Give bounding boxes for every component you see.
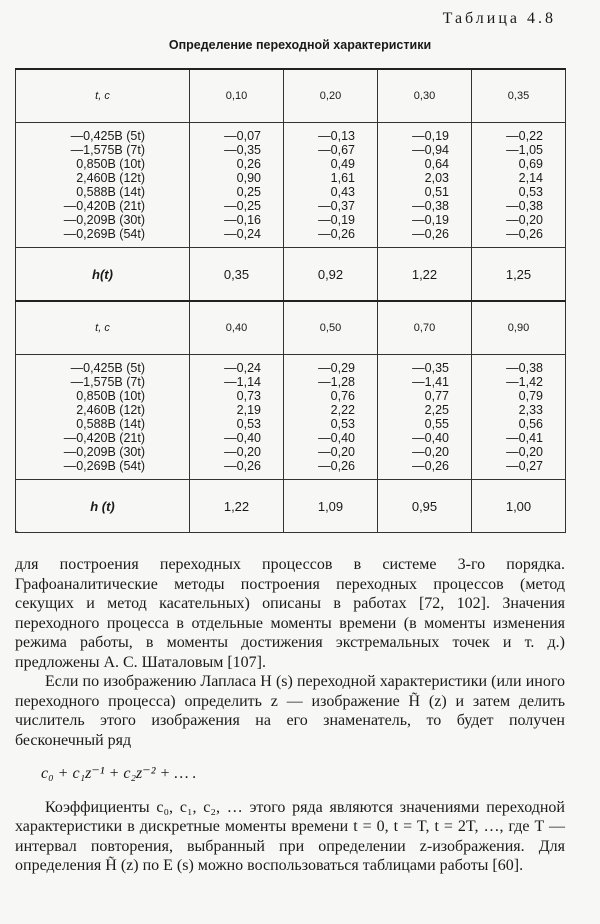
- component-value: 2,33: [518, 403, 543, 417]
- component-label: —0,269B (54t): [63, 227, 145, 241]
- component-value: 0,69: [518, 157, 543, 171]
- paragraph-3: Коэффициенты c₀, c₁, c₂, … этого ряда являются значениями переходной характеристики в дискретные моменты времени t = 0, t = T, t = 2T, …, где T — интервал повторения, выбранный при определении z-изображения. Для определения H̃ (z) по E (s) можно воспользоваться таблицами работы [60].: [15, 798, 565, 874]
- h-value: 0,95: [378, 480, 472, 533]
- component-value: —0,19: [412, 213, 449, 227]
- component-value: 0,76: [330, 389, 355, 403]
- component-value: —0,26: [506, 227, 543, 241]
- component-value: —0,40: [412, 431, 449, 445]
- component-value: 0,26: [236, 157, 261, 171]
- series-formula: c₀ + c₁z⁻¹ + c₂z⁻² + … .: [41, 765, 197, 782]
- component-value: 2,19: [236, 403, 261, 417]
- component-value: —0,40: [224, 431, 261, 445]
- component-values-cell: [190, 355, 284, 480]
- component-value: —0,38: [506, 361, 543, 375]
- component-value: 0,43: [330, 185, 355, 199]
- component-value: —0,37: [318, 199, 355, 213]
- component-value: —0,29: [318, 361, 355, 375]
- component-value: —1,41: [412, 375, 449, 389]
- component-value: 2,14: [518, 171, 543, 185]
- components-row: [16, 355, 566, 480]
- component-values-cell: [284, 123, 378, 248]
- component-values-cell: [472, 123, 566, 248]
- time-value: 0,40: [190, 301, 284, 355]
- component-value: 0,55: [424, 417, 449, 431]
- component-value: 0,64: [424, 157, 449, 171]
- component-label: —0,425B (5t): [70, 361, 145, 375]
- component-value: 2,25: [424, 403, 449, 417]
- h-label: h(t): [16, 248, 190, 302]
- component-value: —0,26: [224, 459, 261, 473]
- component-values: [472, 361, 565, 473]
- component-values-cell: [284, 355, 378, 480]
- h-value: 0,35: [190, 248, 284, 302]
- body-text: [15, 555, 565, 876]
- time-value: 0,70: [378, 301, 472, 355]
- component-values: [284, 361, 377, 473]
- component-values-cell: [378, 355, 472, 480]
- component-values-cell: [378, 123, 472, 248]
- time-value: 0,35: [472, 69, 566, 123]
- component-label: —0,420B (21t): [63, 431, 145, 445]
- time-value: 0,10: [190, 69, 284, 123]
- component-label: 2,460B (12t): [76, 403, 145, 417]
- component-label: —0,209B (30t): [63, 213, 145, 227]
- component-value: 0,53: [236, 417, 261, 431]
- component-values: [190, 361, 283, 473]
- component-label: —1,575B (7t): [70, 375, 145, 389]
- component-label: —0,425B (5t): [70, 129, 145, 143]
- component-value: 0,90: [236, 171, 261, 185]
- time-label: t, с: [16, 301, 190, 355]
- component-value: —0,94: [412, 143, 449, 157]
- component-value: —0,07: [224, 129, 261, 143]
- component-value: —0,38: [412, 199, 449, 213]
- paragraph-1: для построения переходных процессов в системе 3-го порядка. Графоаналитические методы построения переходных процессов (метод секущих и метод касательных) описаны в работах [72, 102]. Значения переходного процесса в отдельные моменты времени (в моменты изменения режима работы, в моменты достижения экстремальных точек и т. д.) предложены А. С. Шаталовым [107].: [15, 556, 565, 671]
- component-value: —0,35: [224, 143, 261, 157]
- table-number: Таблица 4.8: [442, 10, 556, 27]
- h-value: 1,00: [472, 480, 566, 533]
- time-value: 0,50: [284, 301, 378, 355]
- component-label: —0,420B (21t): [63, 199, 145, 213]
- component-value: —0,25: [224, 199, 261, 213]
- table-title: Определение переходной характеристики: [168, 38, 432, 52]
- component-labels: [16, 361, 189, 473]
- h-label: h (t): [16, 480, 190, 533]
- component-value: 0,51: [424, 185, 449, 199]
- component-value: —0,26: [318, 227, 355, 241]
- component-value: 0,53: [330, 417, 355, 431]
- component-value: —0,20: [412, 445, 449, 459]
- component-value: —1,42: [506, 375, 543, 389]
- component-values: [378, 361, 471, 473]
- component-value: —0,26: [412, 459, 449, 473]
- component-value: 0,79: [518, 389, 543, 403]
- component-value: —0,38: [506, 199, 543, 213]
- component-value: —0,24: [224, 227, 261, 241]
- component-value: —0,20: [506, 445, 543, 459]
- component-value: 0,49: [330, 157, 355, 171]
- component-value: 2,22: [330, 403, 355, 417]
- h-value: 1,25: [472, 248, 566, 302]
- component-value: —0,24: [224, 361, 261, 375]
- h-row: [16, 480, 566, 533]
- component-value: —0,27: [506, 459, 543, 473]
- time-header-row: [16, 69, 566, 123]
- h-value: 1,22: [378, 248, 472, 302]
- component-label: —0,209B (30t): [63, 445, 145, 459]
- component-value: —0,67: [318, 143, 355, 157]
- h-value: 1,22: [190, 480, 284, 533]
- component-label: —1,575B (7t): [70, 143, 145, 157]
- component-values-cell: [472, 355, 566, 480]
- component-value: —0,20: [506, 213, 543, 227]
- component-labels: [16, 129, 189, 241]
- component-value: —1,28: [318, 375, 355, 389]
- component-value: —0,22: [506, 129, 543, 143]
- component-value: —0,20: [224, 445, 261, 459]
- component-value: —1,05: [506, 143, 543, 157]
- component-value: —0,26: [318, 459, 355, 473]
- component-value: —0,19: [318, 213, 355, 227]
- component-value: 0,77: [424, 389, 449, 403]
- component-values: [190, 129, 283, 241]
- component-value: —0,19: [412, 129, 449, 143]
- component-value: 2,03: [424, 171, 449, 185]
- paragraph-2: Если по изображению Лапласа H (s) переходной характеристики (или иного переходного процесса) определить z — изображение H̃ (z) и затем делить числитель этого изображения на его знаменатель, то будет получен бесконечный ряд: [15, 673, 565, 749]
- component-value: —1,14: [224, 375, 261, 389]
- component-value: 0,73: [236, 389, 261, 403]
- component-values: [472, 129, 565, 241]
- component-value: 1,61: [330, 171, 355, 185]
- component-labels-cell: [16, 123, 190, 248]
- component-value: —0,41: [506, 431, 543, 445]
- h-row: [16, 248, 566, 302]
- time-value: 0,90: [472, 301, 566, 355]
- h-value: 1,09: [284, 480, 378, 533]
- component-value: —0,20: [318, 445, 355, 459]
- time-header-row: [16, 301, 566, 355]
- table-body: [16, 69, 566, 533]
- component-value: 0,53: [518, 185, 543, 199]
- component-value: —0,35: [412, 361, 449, 375]
- component-value: —0,13: [318, 129, 355, 143]
- tick-mark: `: [15, 528, 19, 542]
- component-values-cell: [190, 123, 284, 248]
- component-label: 0,588B (14t): [76, 417, 145, 431]
- component-values: [378, 129, 471, 241]
- h-value: 0,92: [284, 248, 378, 302]
- component-values: [284, 129, 377, 241]
- component-label: 0,588B (14t): [76, 185, 145, 199]
- component-value: —0,16: [224, 213, 261, 227]
- component-value: 0,56: [518, 417, 543, 431]
- components-row: [16, 123, 566, 248]
- time-value: 0,30: [378, 69, 472, 123]
- component-value: 0,25: [236, 185, 261, 199]
- component-label: 0,850B (10t): [76, 389, 145, 403]
- component-value: —0,40: [318, 431, 355, 445]
- time-label: t, с: [16, 69, 190, 123]
- time-value: 0,20: [284, 69, 378, 123]
- component-label: 0,850B (10t): [76, 157, 145, 171]
- component-value: —0,26: [412, 227, 449, 241]
- component-label: —0,269B (54t): [63, 459, 145, 473]
- component-label: 2,460B (12t): [76, 171, 145, 185]
- transient-response-table: [15, 68, 566, 533]
- component-labels-cell: [16, 355, 190, 480]
